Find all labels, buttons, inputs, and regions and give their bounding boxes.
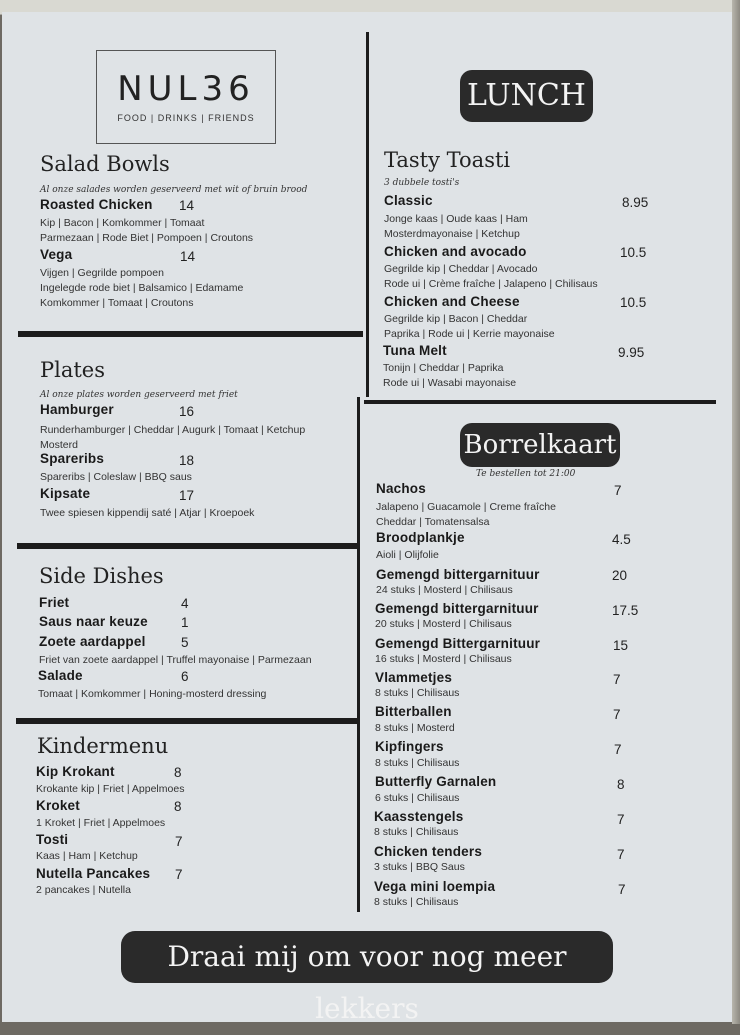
item-desc: 16 stuks | Mosterd | Chilisaus (375, 653, 512, 665)
borrelkaart-badge: Borrelkaart (460, 423, 620, 467)
logo-box (96, 50, 276, 144)
item-name: Vega mini loempia (374, 879, 496, 894)
item-desc: Jonge kaas | Oude kaas | Ham Mosterdmayonaise | Ketchup (384, 213, 528, 240)
item-desc: 20 stuks | Mosterd | Chilisaus (375, 618, 512, 630)
item-desc: 6 stuks | Chilisaus (375, 792, 460, 804)
item-price: 8 (617, 777, 625, 792)
item-price: 6 (181, 669, 189, 684)
center-divider-lower (357, 397, 360, 912)
section-title-salad: Salad Bowls (40, 152, 170, 176)
item-desc: Friet van zoete aardappel | Truffel mayonaise | Parmezaan (39, 654, 312, 666)
item-name: Kroket (36, 798, 80, 813)
item-desc: 1 Kroket | Friet | Appelmoes (36, 817, 166, 829)
section-title-kids: Kindermenu (37, 734, 169, 758)
item-price: 8 (174, 799, 182, 814)
item-desc: 24 stuks | Mosterd | Chilisaus (376, 584, 513, 596)
item-desc: Twee spiesen kippendij saté | Atjar | Kroepoek (40, 507, 255, 519)
item-price: 10.5 (620, 245, 647, 260)
item-desc: Gegrilde kip | Cheddar | Avocado Rode ui | Crème fraîche | Jalapeno | Chilisaus (384, 263, 598, 290)
turn-over-banner: Draai mij om voor nog meer lekkers (121, 931, 613, 983)
item-name: Bitterballen (375, 704, 452, 719)
salad-note: Al onze salades worden geserveerd met wit of bruin brood (40, 185, 308, 195)
item-price: 5 (181, 635, 189, 650)
item-name: Vlammetjes (375, 670, 453, 685)
item-name: Vega (40, 247, 73, 262)
item-price: 7 (613, 707, 621, 722)
item-price: 15 (613, 638, 629, 653)
item-desc: Kip | Bacon | Komkommer | Tomaat Parmezaan | Rode Biet | Pompoen | Croutons (40, 217, 254, 244)
item-price: 17 (179, 488, 195, 503)
item-desc: Kaas | Ham | Ketchup (36, 850, 138, 862)
item-price: 14 (179, 198, 195, 213)
item-price: 4.5 (612, 532, 631, 547)
item-name: Zoete aardappel (39, 634, 146, 649)
borrel-note: Te bestellen tot 21:00 (476, 469, 576, 479)
item-name: Kipsate (40, 486, 91, 501)
item-price: 7 (613, 672, 621, 687)
item-price: 8 (174, 765, 182, 780)
item-price: 7 (617, 847, 625, 862)
item-price: 20 (612, 568, 628, 583)
section-title-toasti: Tasty Toasti (384, 148, 511, 172)
item-name: Kaasstengels (374, 809, 464, 824)
center-divider (366, 32, 369, 397)
item-name: Kipfingers (375, 739, 444, 754)
item-desc: Tomaat | Komkommer | Honing-mosterd dressing (38, 688, 267, 700)
item-name: Gemengd Bittergarnituur (375, 636, 541, 651)
item-name: Kip Krokant (36, 764, 115, 779)
divider-sides-kids (16, 718, 358, 724)
item-price: 7 (618, 882, 626, 897)
item-desc: 8 stuks | Chilisaus (375, 687, 460, 699)
item-name: Nachos (376, 481, 426, 496)
item-desc: Gegrilde kip | Bacon | Cheddar Paprika | Rode ui | Kerrie mayonaise (384, 313, 555, 340)
item-price: 10.5 (620, 295, 647, 310)
item-name: Gemengd bittergarnituur (375, 601, 539, 616)
item-desc: Runderhamburger | Cheddar | Augurk | Tomaat | Ketchup Mosterd (40, 424, 306, 451)
item-name: Tosti (36, 832, 69, 847)
item-name: Gemengd bittergarnituur (376, 567, 540, 582)
item-price: 7 (617, 812, 625, 827)
item-name: Saus naar keuze (39, 614, 148, 629)
item-desc: 8 stuks | Chilisaus (374, 896, 459, 908)
item-price: 7 (614, 742, 622, 757)
item-name: Chicken and avocado (384, 244, 527, 259)
item-price: 1 (181, 615, 189, 630)
item-price: 7 (175, 834, 183, 849)
item-price: 7 (614, 483, 622, 498)
item-name: Spareribs (40, 451, 105, 466)
item-name: Butterfly Garnalen (375, 774, 497, 789)
item-price: 17.5 (612, 603, 639, 618)
item-desc: 2 pancakes | Nutella (36, 884, 131, 896)
item-name: Chicken and Cheese (384, 294, 520, 309)
item-desc: Krokante kip | Friet | Appelmoes (36, 783, 185, 795)
item-price: 8.95 (622, 195, 649, 210)
item-name: Tuna Melt (383, 343, 447, 358)
item-desc: Jalapeno | Guacamole | Creme fraîche Cheddar | Tomatensalsa (376, 501, 556, 528)
item-desc: 8 stuks | Mosterd (375, 722, 455, 734)
section-title-plates: Plates (40, 358, 106, 382)
section-title-sides: Side Dishes (39, 564, 164, 588)
item-name: Broodplankje (376, 530, 465, 545)
item-name: Hamburger (40, 402, 114, 417)
item-price: 9.95 (618, 345, 645, 360)
toasti-note: 3 dubbele tosti's (384, 178, 460, 188)
item-name: Roasted Chicken (40, 197, 153, 212)
item-desc: Vijgen | Gegrilde pompoen Ingelegde rode biet | Balsamico | Edamame Komkommer | Tomaat | Croutons (40, 267, 244, 309)
item-name: Chicken tenders (374, 844, 483, 859)
item-price: 14 (180, 249, 196, 264)
divider-lunch-borrel (364, 400, 716, 404)
item-desc: Aioli | Olijfolie (376, 549, 439, 561)
brand-tagline: FOOD | DRINKS | FRIENDS (117, 113, 255, 123)
item-price: 7 (175, 867, 183, 882)
lunch-badge: LUNCH (460, 70, 593, 122)
item-name: Nutella Pancakes (36, 866, 151, 881)
item-price: 16 (179, 404, 195, 419)
divider-salad-plates (18, 331, 363, 337)
item-name: Friet (39, 595, 70, 610)
brand-name: NUL36 (117, 69, 255, 109)
plates-note: Al onze plates worden geserveerd met friet (40, 390, 238, 400)
item-desc: 8 stuks | Chilisaus (375, 757, 460, 769)
item-name: Salade (38, 668, 83, 683)
item-desc: 8 stuks | Chilisaus (374, 826, 459, 838)
item-desc: Spareribs | Coleslaw | BBQ saus (40, 471, 192, 483)
item-desc: Tonijn | Cheddar | Paprika Rode ui | Wasabi mayonaise (383, 362, 517, 389)
divider-plates-sides (17, 543, 360, 549)
item-name: Classic (384, 193, 433, 208)
item-desc: 3 stuks | BBQ Saus (374, 861, 465, 873)
item-price: 18 (179, 453, 195, 468)
item-price: 4 (181, 596, 189, 611)
page-edge (732, 0, 740, 1024)
